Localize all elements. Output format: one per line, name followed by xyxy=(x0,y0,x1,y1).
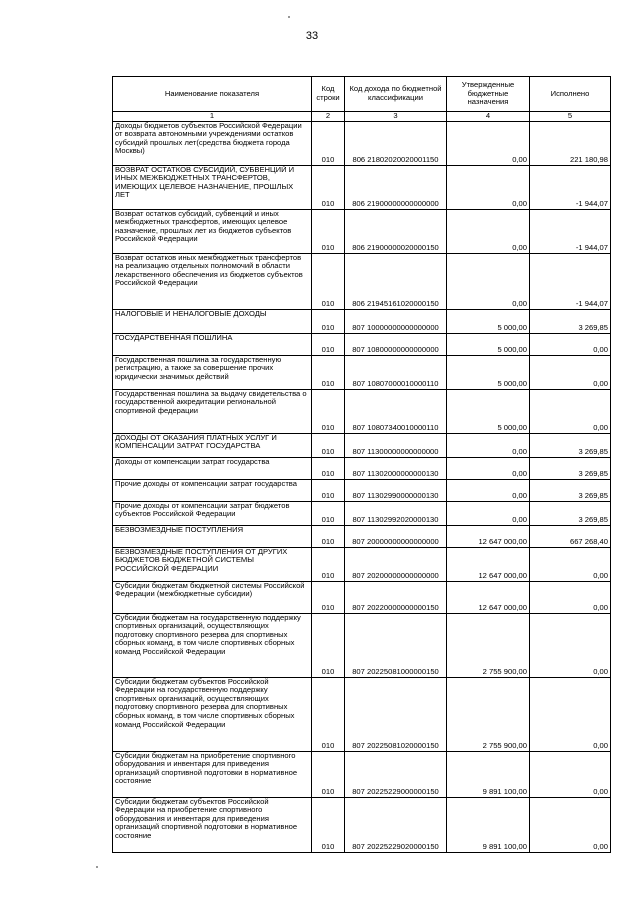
row-code: 010 xyxy=(312,581,345,613)
header-indicator-name: Наименование показателя xyxy=(113,77,312,112)
row-code: 010 xyxy=(312,501,345,525)
row-income-code: 807 20220000000000150 xyxy=(345,581,447,613)
row-income-code: 807 20000000000000000 xyxy=(345,525,447,547)
row-name: Государственная пошлина за государственную регистрацию, а также за совершение прочих юридически значимых действий xyxy=(113,355,312,389)
row-code: 010 xyxy=(312,253,345,309)
row-name: ВОЗВРАТ ОСТАТКОВ СУБСИДИЙ, СУБВЕНЦИЙ И ИНЫХ МЕЖБЮДЖЕТНЫХ ТРАНСФЕРТОВ, ИМЕЮЩИХ ЦЕЛЕВОЕ НАЗНАЧЕНИЕ, ПРОШЛЫХ ЛЕТ xyxy=(113,165,312,209)
header-row xyxy=(113,77,611,112)
row-executed: 667 268,40 xyxy=(530,525,611,547)
table-row xyxy=(113,121,611,165)
row-approved: 5 000,00 xyxy=(447,309,530,333)
row-code: 010 xyxy=(312,457,345,479)
row-executed: 0,00 xyxy=(530,547,611,581)
row-executed: 0,00 xyxy=(530,333,611,355)
row-approved: 0,00 xyxy=(447,253,530,309)
column-number: 5 xyxy=(530,112,611,122)
row-income-code: 807 10800000000000000 xyxy=(345,333,447,355)
table-row xyxy=(113,525,611,547)
table-row xyxy=(113,613,611,677)
row-income-code: 807 20225081020000150 xyxy=(345,677,447,751)
row-income-code: 807 10000000000000000 xyxy=(345,309,447,333)
row-executed: 0,00 xyxy=(530,581,611,613)
row-approved: 2 755 900,00 xyxy=(447,613,530,677)
column-number-row xyxy=(113,112,611,122)
row-name: Прочие доходы от компенсации затрат государства xyxy=(113,479,312,501)
row-income-code: 806 21900000020000150 xyxy=(345,209,447,253)
table-row xyxy=(113,433,611,457)
header-income-code: Код дохода по бюджетной классификации xyxy=(345,77,447,112)
row-executed: 221 180,98 xyxy=(530,121,611,165)
row-approved: 0,00 xyxy=(447,165,530,209)
row-code: 010 xyxy=(312,309,345,333)
budget-execution-table xyxy=(112,76,611,853)
table-row xyxy=(113,581,611,613)
row-code: 010 xyxy=(312,479,345,501)
column-number: 4 xyxy=(447,112,530,122)
row-code: 010 xyxy=(312,677,345,751)
row-income-code: 807 20225229000000150 xyxy=(345,751,447,797)
row-name: ГОСУДАРСТВЕННАЯ ПОШЛИНА xyxy=(113,333,312,355)
row-approved: 0,00 xyxy=(447,457,530,479)
row-approved: 0,00 xyxy=(447,209,530,253)
page-number: 33 xyxy=(305,30,319,42)
row-code: 010 xyxy=(312,121,345,165)
row-code: 010 xyxy=(312,525,345,547)
row-code: 010 xyxy=(312,209,345,253)
row-executed: 3 269,85 xyxy=(530,457,611,479)
row-executed: 3 269,85 xyxy=(530,479,611,501)
row-approved: 5 000,00 xyxy=(447,389,530,433)
column-number: 2 xyxy=(312,112,345,122)
row-code: 010 xyxy=(312,797,345,852)
column-number: 1 xyxy=(113,112,312,122)
table-row xyxy=(113,457,611,479)
row-code: 010 xyxy=(312,547,345,581)
row-approved: 12 647 000,00 xyxy=(447,547,530,581)
row-executed: 0,00 xyxy=(530,613,611,677)
row-code: 010 xyxy=(312,751,345,797)
row-name: Государственная пошлина за выдачу свидетельства о государственной аккредитации региональной спортивной федерации xyxy=(113,389,312,433)
row-executed: 0,00 xyxy=(530,751,611,797)
row-executed: 0,00 xyxy=(530,677,611,751)
column-number: 3 xyxy=(345,112,447,122)
row-approved: 9 891 100,00 xyxy=(447,797,530,852)
row-income-code: 807 10807000010000110 xyxy=(345,355,447,389)
row-approved: 0,00 xyxy=(447,501,530,525)
table-row xyxy=(113,355,611,389)
row-name: Субсидии бюджетам бюджетной системы Российской Федерации (межбюджетные субсидии) xyxy=(113,581,312,613)
row-name: Возврат остатков иных межбюджетных трансфертов на реализацию отдельных полномочий в области лекарственного обеспечения из бюджетов субъектов Российской Федерации xyxy=(113,253,312,309)
row-approved: 0,00 xyxy=(447,121,530,165)
row-approved: 2 755 900,00 xyxy=(447,677,530,751)
row-code: 010 xyxy=(312,433,345,457)
row-name: Доходы бюджетов субъектов Российской Федерации от возврата автономными учреждениями остатков субсидий прошлых лет(средства бюджета города Москвы) xyxy=(113,121,312,165)
table-row xyxy=(113,309,611,333)
row-approved: 0,00 xyxy=(447,433,530,457)
row-income-code: 807 11302992020000130 xyxy=(345,501,447,525)
row-name: Доходы от компенсации затрат государства xyxy=(113,457,312,479)
table-row xyxy=(113,677,611,751)
table-row xyxy=(113,165,611,209)
row-executed: -1 944,07 xyxy=(530,209,611,253)
row-name: Субсидии бюджетам на приобретение спортивного оборудования и инвентаря для приведения организаций спортивной подготовки в нормативное состояние xyxy=(113,751,312,797)
row-name: Возврат остатков субсидий, субвенций и иных межбюджетных трансфертов, имеющих целевое назначение, прошлых лет из бюджетов субъектов Российской Федерации xyxy=(113,209,312,253)
table-row xyxy=(113,797,611,852)
table-row xyxy=(113,209,611,253)
table-row xyxy=(113,501,611,525)
row-income-code: 807 10807340010000110 xyxy=(345,389,447,433)
table-row xyxy=(113,751,611,797)
row-approved: 12 647 000,00 xyxy=(447,581,530,613)
row-name: БЕЗВОЗМЕЗДНЫЕ ПОСТУПЛЕНИЯ ОТ ДРУГИХ БЮДЖЕТОВ БЮДЖЕТНОЙ СИСТЕМЫ РОССИЙСКОЙ ФЕДЕРАЦИИ xyxy=(113,547,312,581)
row-executed: -1 944,07 xyxy=(530,165,611,209)
row-name: ДОХОДЫ ОТ ОКАЗАНИЯ ПЛАТНЫХ УСЛУГ И КОМПЕНСАЦИИ ЗАТРАТ ГОСУДАРСТВА xyxy=(113,433,312,457)
row-income-code: 807 11300000000000000 xyxy=(345,433,447,457)
row-executed: 3 269,85 xyxy=(530,501,611,525)
header-line-code: Код строки xyxy=(312,77,345,112)
row-approved: 5 000,00 xyxy=(447,355,530,389)
row-approved: 0,00 xyxy=(447,479,530,501)
row-income-code: 807 20225081000000150 xyxy=(345,613,447,677)
row-code: 010 xyxy=(312,333,345,355)
row-executed: -1 944,07 xyxy=(530,253,611,309)
row-name: Субсидии бюджетам субъектов Российской Федерации на государственную поддержку спортивных организаций, осуществляющих подготовку спортивного резерва для спортивных сборных команд, в том числе спортивных сборных команд Российской Федерации xyxy=(113,677,312,751)
row-code: 010 xyxy=(312,165,345,209)
row-approved: 12 647 000,00 xyxy=(447,525,530,547)
row-income-code: 806 21802020020001150 xyxy=(345,121,447,165)
row-income-code: 807 20225229020000150 xyxy=(345,797,447,852)
row-executed: 3 269,85 xyxy=(530,309,611,333)
row-name: БЕЗВОЗМЕЗДНЫЕ ПОСТУПЛЕНИЯ xyxy=(113,525,312,547)
row-name: НАЛОГОВЫЕ И НЕНАЛОГОВЫЕ ДОХОДЫ xyxy=(113,309,312,333)
table-row xyxy=(113,479,611,501)
header-executed: Исполнено xyxy=(530,77,611,112)
table-row xyxy=(113,333,611,355)
row-executed: 0,00 xyxy=(530,389,611,433)
row-income-code: 807 20200000000000000 xyxy=(345,547,447,581)
row-approved: 9 891 100,00 xyxy=(447,751,530,797)
row-name: Субсидии бюджетам на государственную поддержку спортивных организаций, осуществляющих подготовку спортивного резерва для спортивных сборных команд, в том числе спортивных сборных команд Российской Федерации xyxy=(113,613,312,677)
row-approved: 5 000,00 xyxy=(447,333,530,355)
row-executed: 0,00 xyxy=(530,797,611,852)
header-approved: Утвержденные бюджетные назначения xyxy=(447,77,530,112)
table-row xyxy=(113,389,611,433)
row-income-code: 806 21900000000000000 xyxy=(345,165,447,209)
table-row xyxy=(113,547,611,581)
row-income-code: 806 21945161020000150 xyxy=(345,253,447,309)
row-code: 010 xyxy=(312,613,345,677)
row-name: Прочие доходы от компенсации затрат бюджетов субъектов Российской Федерации xyxy=(113,501,312,525)
scan-speck xyxy=(96,866,98,868)
row-executed: 0,00 xyxy=(530,355,611,389)
table-row xyxy=(113,253,611,309)
row-income-code: 807 11302000000000130 xyxy=(345,457,447,479)
row-name: Субсидии бюджетам субъектов Российской Федерации на приобретение спортивного оборудования и инвентаря для приведения организаций спортивной подготовки в нормативное состояние xyxy=(113,797,312,852)
row-executed: 3 269,85 xyxy=(530,433,611,457)
row-code: 010 xyxy=(312,389,345,433)
scan-speck xyxy=(288,16,290,18)
row-code: 010 xyxy=(312,355,345,389)
row-income-code: 807 11302990000000130 xyxy=(345,479,447,501)
